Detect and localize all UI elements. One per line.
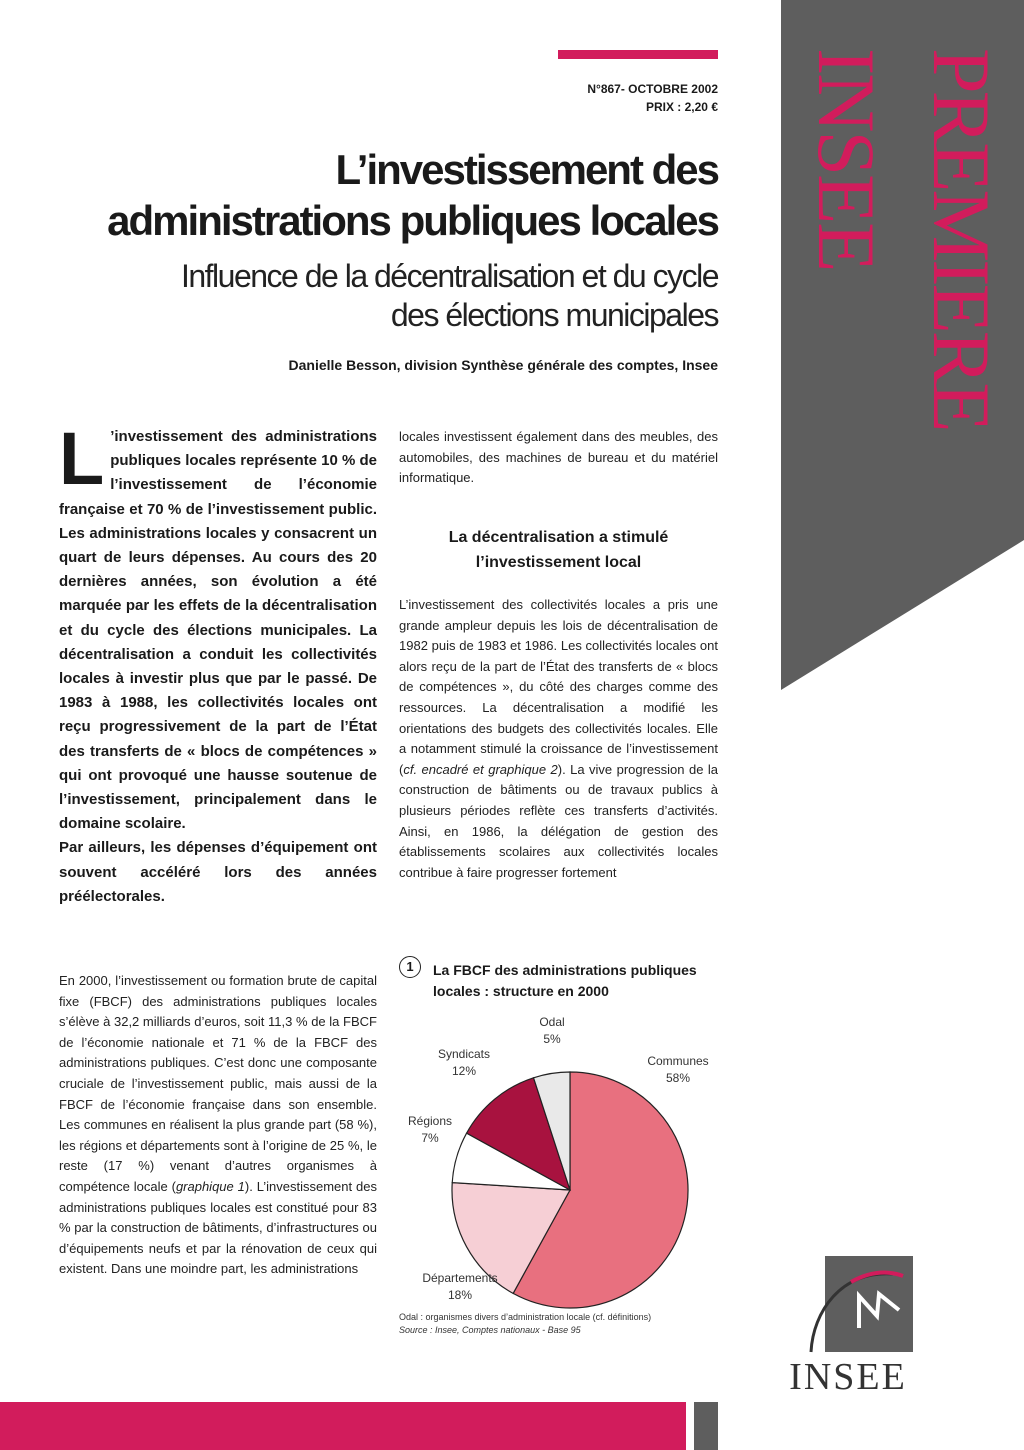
pie-label-name: Régions (407, 1114, 453, 1128)
body-column-right (399, 595, 718, 883)
chart-title: La FBCF des administrations publiques locales : structure en 2000 (433, 962, 697, 999)
chart-source: Source : Insee, Comptes nationaux - Base 95 (399, 1325, 581, 1335)
body-left-ref: graphique 1 (175, 1178, 245, 1194)
insee-logo-text: INSEE (789, 1356, 907, 1398)
issue-price: PRIX : 2,20 € (645, 100, 718, 114)
brand-insee-text: INSEE (801, 48, 892, 271)
chart-number: 1 (399, 956, 421, 978)
issue-number: N°867- OCTOBRE 2002 (587, 82, 718, 96)
body-right-ref: cf. encadré et graphique 2 (403, 761, 558, 777)
pie-label-value: 12% (451, 1064, 477, 1078)
header-rule (558, 50, 718, 59)
page-title (78, 144, 718, 246)
body-right-text-2: ). La vive progression de la construction de bâtiments ou de travaux publics à plusieurs périodes reflète ces transferts d’activités. Ainsi, en 1986, la délégation de gestion des établissements scolaires aux collectivités locales contribue à faire progresser fortement (399, 761, 718, 880)
title-line-1: L’investissement des (335, 146, 718, 193)
section-heading: La décentralisation a stimulé l’investissement local (448, 529, 669, 571)
page-subtitle (78, 257, 718, 335)
pie-label-value: 18% (447, 1288, 473, 1302)
pie-label-name: Syndicats (437, 1047, 491, 1061)
footer-bar (0, 1402, 686, 1450)
footer-grey-block (694, 1402, 718, 1450)
lead-text-2: Par ailleurs, les dépenses d’équipement ont souvent accéléré lors des années préélectorales. (59, 839, 377, 905)
lead-text-1: ’investissement des administrations publiques locales représente 10 % de l’investissement de l’économie française et 70 % de l’investissement public. Les administrations locales y consacrent un quart de leurs dépenses. Au cours des 20 dernières années, son évolution a été marquée par les effets de la décentralisation et du cycle des élections municipales. La décentralisation a conduit les collectivités locales à investir plus que par le passé. De 1983 à 1988, les collectivités locales ont reçu progressivement de la part de l’État des transferts de « blocs de compétences » qui ont provoqué une hausse soutenue de l’investissement, principalement dans le domaine scolaire. (59, 428, 377, 833)
pie-label-name: Départements (422, 1271, 498, 1285)
lead-paragraph (59, 417, 377, 909)
chart-note (399, 1311, 719, 1337)
chart-note-text: Odal : organismes divers d’administration locale (cf. définitions) (399, 1312, 652, 1322)
pie-label-name: Communes (647, 1054, 709, 1068)
body-column-left (59, 971, 377, 1280)
body-left-text-2: ). L’investissement des administrations publiques locales est constitué pour 83 % par la construction de bâtiments, d’infrastructures ou d’équipements neufs et par la rénovation de ceux qui existent. Dans une moindre part, les administrations (59, 1178, 377, 1277)
body-right-text-1: L’investissement des collectivités locales a pris une grande ampleur depuis les lois de décentralisation de 1982 puis de 1983 et 1986. Les collectivités locales ont alors reçu de la part de l’État des transferts de « blocs de compétences », du côté des charges comme des ressources. La décentralisation a modifié les orientations des budgets des collectivités locales. Elle a notamment stimulé la croissance de l’investissement ( (399, 597, 718, 777)
drop-cap: L (59, 417, 105, 500)
pie-label-value: 5% (543, 1032, 561, 1046)
author-line: Danielle Besson, division Synthèse générale des comptes, Insee (288, 357, 718, 373)
body-left-text-1: En 2000, l’investissement ou formation brute de capital fixe (FBCF) des administrations publiques locales s’élève à 32,2 milliards d’euros, soit 11,3 % de la FBCF de l’économie nationale et 71 % de la FBCF des administrations publiques. C’est donc une composante cruciale de l’investissement public, mais aussi de la FBCF de l’économie française dans son ensemble. Les communes en réalisent la plus grande part (58 %), les régions et départements sont à l’origine de 25 %, le reste (17 %) venant d’autres organismes à compétence locale ( (59, 973, 377, 1194)
pie-label-value: 7% (421, 1131, 439, 1145)
pie-label-name: Odal (539, 1015, 565, 1029)
subtitle-line-2: des élections municipales (390, 297, 718, 333)
body-column-right-top: locales investissent également dans des meubles, des automobiles, des machines de bureau et du matériel informatique. (399, 429, 718, 486)
brand-premiere-text: PREMIERE (916, 48, 1007, 430)
title-line-2: administrations publiques locales (107, 197, 718, 244)
subtitle-line-1: Influence de la décentralisation et du cycle (180, 258, 718, 294)
issue-info (587, 80, 718, 116)
pie-chart (400, 1010, 718, 1310)
pie-label-value: 58% (665, 1071, 691, 1085)
